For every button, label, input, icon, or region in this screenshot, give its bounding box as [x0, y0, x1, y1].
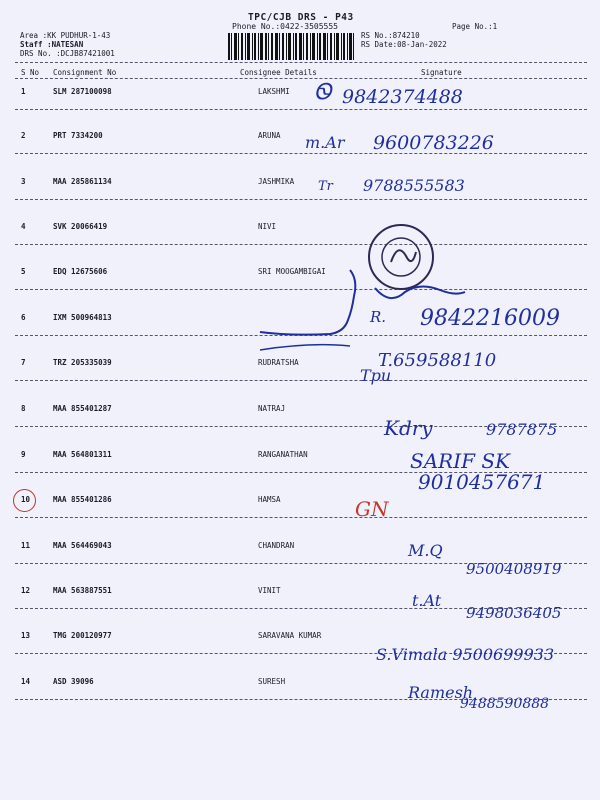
row-rule: [15, 517, 587, 518]
row-consignee: RANGANATHAN: [258, 450, 308, 459]
row-consignment: MAA 563887551: [53, 586, 112, 595]
row-rule: [15, 109, 587, 110]
row-sno: 8: [21, 404, 26, 413]
signature-9-name: SARIF SK: [410, 449, 510, 473]
rs-date: RS Date:08-Jan-2022: [361, 40, 447, 49]
signature-1: 9842374488: [342, 86, 463, 108]
signature-2: 9600783226: [373, 132, 494, 154]
signature-initials: Ramesh: [408, 683, 474, 702]
row-consignee: HAMSA: [258, 495, 281, 504]
row-10-circle-mark: [13, 489, 36, 512]
signature-initials: Tpu: [360, 366, 392, 385]
signature-initials: Kdry: [384, 416, 433, 440]
signature-12: 9498036405: [466, 604, 562, 622]
signature-11: 9500408919: [466, 560, 562, 578]
row-sno: 14: [21, 677, 31, 686]
row-sno: 5: [21, 267, 26, 276]
row-sno: 6: [21, 313, 26, 322]
signature-initials: R.: [370, 308, 387, 326]
row-consignee: NIVI: [258, 222, 277, 231]
signature-initials: Tr: [318, 179, 333, 194]
row-sno: 1: [21, 87, 26, 96]
signature-3: 9788555583: [363, 176, 465, 195]
row-rule: [15, 199, 587, 200]
row-consignment: MAA 855401287: [53, 404, 112, 413]
header-rule: [15, 62, 587, 63]
phone-number: Phone No.:0422-3505555: [232, 22, 338, 31]
col-signature: Signature: [421, 68, 462, 77]
row-consignment: MAA 855401286: [53, 495, 112, 504]
table-row: [0, 358, 600, 402]
col-consignment: Consignment No: [53, 68, 117, 77]
area: Area :KK PUDHUR-1-43: [20, 31, 111, 40]
row-consignment: MAA 564469043: [53, 541, 112, 550]
rs-number: RS No.:874210: [361, 31, 420, 40]
row-consignee: NATRAJ: [258, 404, 286, 413]
row-rule: [15, 244, 587, 245]
row-consignment: ASD 39096: [53, 677, 94, 686]
row-consignee: SARAVANA KUMAR: [258, 631, 322, 640]
signature-scribble-icon: Ꮻ: [314, 80, 332, 105]
signature-6: 9842216009: [420, 306, 560, 331]
table-row: [0, 222, 600, 266]
row-consignee: VINIT: [258, 586, 281, 595]
row-consignment: MAA 285861134: [53, 177, 112, 186]
signature-10: GN: [355, 497, 389, 521]
row-consignee: CHANDRAN: [258, 541, 295, 550]
row-sno: 10: [21, 495, 31, 504]
row-sno: 9: [21, 450, 26, 459]
row-consignment: EDQ 12675606: [53, 267, 108, 276]
row-rule: [15, 380, 587, 381]
table-row: [0, 87, 600, 131]
row-sno: 2: [21, 131, 26, 140]
row-sno: 4: [21, 222, 26, 231]
row-consignment: SVK 20066419: [53, 222, 108, 231]
staff: Staff :NATESAN: [20, 40, 84, 49]
signature-13: S.Vimala 9500699933: [376, 645, 555, 664]
row-consignment: SLM 287100098: [53, 87, 112, 96]
signature-initials: M.Q: [408, 541, 443, 560]
signature-initials: m.Ar: [305, 133, 345, 152]
table-row: [0, 131, 600, 175]
sheet-title: TPC/CJB DRS - P43: [248, 12, 354, 23]
table-row: [0, 495, 600, 539]
row-consignee: SURESH: [258, 677, 286, 686]
row-consignment: TMG 200120977: [53, 631, 112, 640]
row-sno: 13: [21, 631, 31, 640]
signature-14: 9488590888: [460, 696, 550, 712]
row-rule: [15, 153, 587, 154]
col-sno: S No: [21, 68, 40, 77]
row-sno: 7: [21, 358, 26, 367]
row-consignment: MAA 564801311: [53, 450, 112, 459]
row-consignee: RUDRATSHA: [258, 358, 299, 367]
row-consignee: LAKSHMI: [258, 87, 290, 96]
row-sno: 3: [21, 177, 26, 186]
signature-initials: t.At: [412, 591, 442, 610]
row-consignee: SRI MOOGAMBIGAI: [258, 267, 326, 276]
signature-8: 9787875: [486, 420, 558, 439]
columns-rule: [15, 78, 587, 79]
signature-7: T.659588110: [378, 350, 497, 371]
row-consignment: IXM 500964813: [53, 313, 112, 322]
row-consignee: ARUNA: [258, 131, 281, 140]
row-sno: 12: [21, 586, 31, 595]
barcode: [228, 33, 354, 60]
row-sno: 11: [21, 541, 31, 550]
row-consignment: TRZ 205335039: [53, 358, 112, 367]
table-row: [0, 177, 600, 221]
row-consignee: JASHMIKA: [258, 177, 295, 186]
col-consignee: Consignee Details: [240, 68, 317, 77]
page-number: Page No.:1: [452, 22, 498, 31]
row-consignment: PRT 7334200: [53, 131, 103, 140]
signature-9-phone: 9010457671: [418, 470, 546, 494]
drs-number: DRS No. :DCJB87421001: [20, 49, 115, 58]
